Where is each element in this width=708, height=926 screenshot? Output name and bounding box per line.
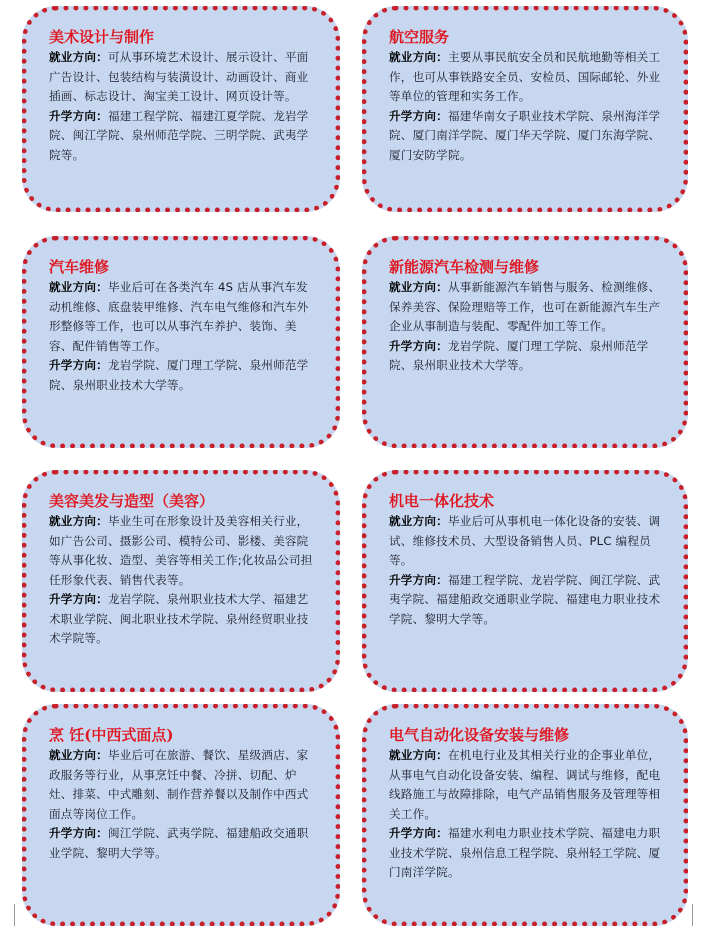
card-beauty-hairdressing: [22, 470, 340, 692]
employment-paragraph: [389, 48, 665, 107]
employment-paragraph: [49, 48, 317, 107]
employment-label: 就业方向：: [49, 514, 108, 528]
employment-paragraph: [49, 746, 317, 824]
study-label: 升学方向：: [49, 358, 108, 372]
card-title: 美容美发与造型（美容）: [49, 492, 215, 510]
card-title: 新能源汽车检测与维修: [389, 258, 540, 276]
page-edge-right: [692, 904, 693, 926]
study-text: 龙岩学院、泉州职业技术大学、福建艺术职业学院、闽北职业技术学院、泉州经贸职业技术学院等。: [49, 592, 309, 645]
study-text: 龙岩学院、厦门理工学院、泉州师范学院、泉州职业技术大学等。: [389, 338, 649, 372]
study-label: 升学方向：: [49, 108, 108, 123]
study-paragraph: [49, 590, 317, 649]
card-title: 美术设计与制作: [49, 28, 155, 46]
study-text: 福建工程学院、福建江夏学院、龙岩学院、闽江学院、泉州师范学院、三明学院、武夷学院等。: [49, 108, 309, 162]
employment-paragraph: [389, 512, 665, 571]
employment-text: 毕业后可在各类汽车 4S 店从事汽车发动机维修、底盘装甲维修、汽车电气维修和汽车外形整修等工作，也可以从事汽车养护、装饰、美容、配件销售等工作。: [49, 280, 309, 353]
card-aviation-service: [362, 6, 688, 212]
study-paragraph: [389, 571, 665, 630]
employment-label: 就业方向：: [389, 514, 448, 528]
card-auto-repair: [22, 236, 340, 448]
study-label: 升学方向：: [49, 592, 108, 606]
employment-label: 就业方向：: [389, 280, 448, 294]
card-art-design: [22, 6, 340, 212]
employment-label: 就业方向：: [49, 748, 108, 762]
study-paragraph: [49, 824, 317, 863]
study-label: 升学方向：: [389, 338, 448, 353]
employment-text: 在机电行业及其相关行业的企事业单位，从事电气自动化设备安装、编程、调试与维修，配电线路施工与故障排除，电气产品销售服务及管理等相关工作。: [389, 748, 661, 821]
card-title: 航空服务: [389, 28, 450, 46]
study-paragraph: [389, 824, 665, 883]
employment-paragraph: [49, 278, 317, 356]
study-text: 闽江学院、武夷学院、福建船政交通职业学院、黎明大学等。: [49, 826, 309, 860]
card-title: 电气自动化设备安装与维修: [389, 726, 570, 744]
study-paragraph: [389, 107, 665, 166]
study-text: 龙岩学院、厦门理工学院、泉州师范学院、泉州职业技术大学等。: [49, 358, 309, 392]
employment-label: 就业方向：: [49, 280, 108, 294]
employment-text: 毕业后可在旅游、餐饮、星级酒店、家政服务等行业，从事烹饪中餐、冷拼、切配、炉灶、排菜、中式雕刻、制作营养餐以及制作中西式面点等岗位工作。: [49, 748, 309, 821]
employment-text: 可从事环境艺术设计、展示设计、平面广告设计、包装结构与装潢设计、动画设计、商业插画、标志设计、淘宝美工设计、网页设计等。: [49, 50, 309, 103]
card-title: 烹 饪(中西式面点): [49, 726, 174, 744]
employment-paragraph: [389, 278, 665, 337]
page-edge-left: [14, 904, 15, 926]
card-electrical-automation: [362, 704, 688, 926]
study-paragraph: [389, 337, 665, 376]
study-label: 升学方向：: [389, 826, 448, 840]
study-label: 升学方向：: [49, 826, 108, 840]
employment-text: 主要从事民航安全员和民航地勤等相关工作，也可从事铁路安全员、安检员、国际邮轮、外业等单位的管理和实务工作。: [389, 50, 661, 103]
study-label: 升学方向：: [389, 572, 448, 587]
employment-label: 就业方向：: [389, 50, 448, 64]
employment-text: 毕业生可在形象设计及美容相关行业，如广告公司、摄影公司、模特公司、影楼、美容院等从事化妆、造型、美容等相关工作;化妆品公司担任形象代表、销售代表等。: [49, 514, 313, 587]
employment-text: 从事新能源汽车销售与服务、检测维修、保养美容、保险理赔等工作，也可在新能源汽车生产企业从事制造与装配、零配件加工等工作。: [389, 280, 661, 333]
study-label: 升学方向：: [389, 108, 448, 123]
employment-paragraph: [389, 746, 665, 824]
employment-paragraph: [49, 512, 317, 590]
employment-label: 就业方向：: [49, 50, 108, 64]
study-text: 福建水利电力职业技术学院、福建电力职业技术学院、泉州信息工程学院、泉州轻工学院、厦门南洋学院。: [389, 826, 661, 879]
study-text: 福建华南女子职业技术学院、泉州海洋学院、厦门南洋学院、厦门华天学院、厦门东海学院、厦门安防学院。: [389, 108, 661, 162]
card-title: 汽车维修: [49, 258, 110, 276]
employment-text: 毕业后可从事机电一体化设备的安装、调试、维修技术员、大型设备销售人员、PLC 编程员等。: [389, 514, 661, 567]
card-mechatronics: [362, 470, 688, 692]
study-paragraph: [49, 107, 317, 166]
study-text: 福建工程学院、龙岩学院、闽江学院、武夷学院、福建船政交通职业学院、福建电力职业技术学院、黎明大学等。: [389, 572, 661, 626]
card-cooking: [22, 704, 340, 926]
study-paragraph: [49, 356, 317, 395]
employment-label: 就业方向：: [389, 748, 448, 762]
card-new-energy-vehicle: [362, 236, 688, 448]
card-title: 机电一体化技术: [389, 492, 495, 510]
